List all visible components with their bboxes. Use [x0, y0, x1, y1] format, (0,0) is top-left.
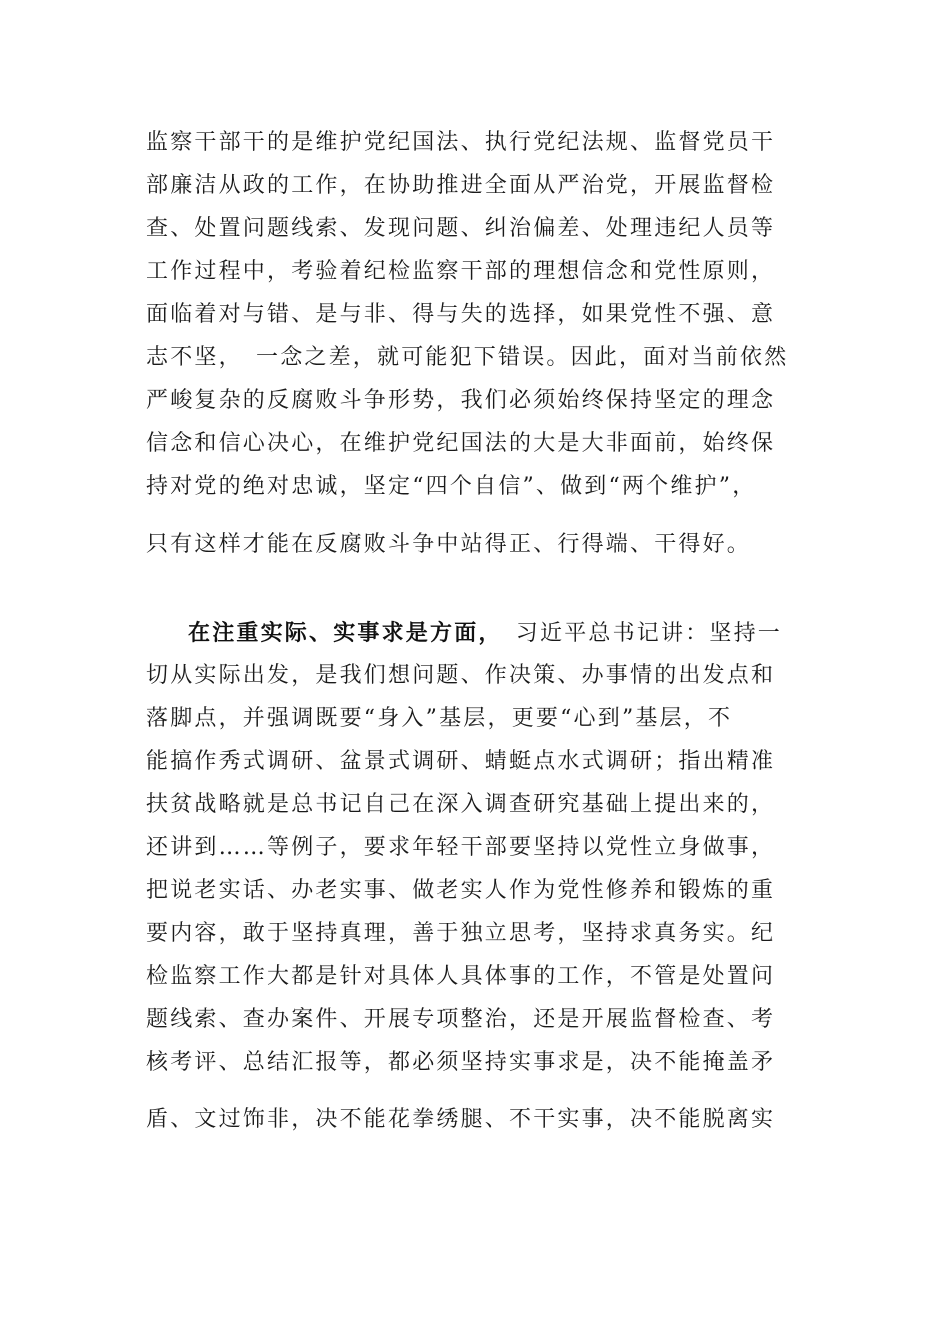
paragraph-2-line-6: 还讲到……等例子，要求年轻干部要坚持以党性立身做事， [146, 835, 776, 860]
section-heading: 在注重实际、实事求是方面， [188, 620, 492, 646]
paragraph-2-line-8: 要内容，敢于坚持真理，善于独立思考，坚持求真务实。纪 [146, 921, 776, 946]
paragraph-2-line-7: 把说老实话、办老实事、做老实人作为党性修养和锻炼的重 [146, 878, 776, 903]
paragraph-1-line-6: 志不坚， 一念之差，就可能犯下错误。因此，面对当前依然 [146, 345, 789, 370]
paragraph-2-line-4: 能搞作秀式调研、盆景式调研、蜻蜓点水式调研；指出精准 [146, 749, 776, 774]
paragraph-1-line-8: 信念和信心决心，在维护党纪国法的大是大非面前，始终保 [146, 431, 776, 456]
paragraph-1-line-7: 严峻复杂的反腐败斗争形势，我们必须始终保持坚定的理念 [146, 388, 776, 413]
paragraph-2-line-1 [188, 618, 816, 648]
paragraph-1-line-4: 工作过程中，考验着纪检监察干部的理想信念和党性原则， [146, 259, 776, 284]
paragraph-2-line-12: 盾、文过饰非，决不能花拳绣腿、不干实事，决不能脱离实 [146, 1107, 776, 1132]
paragraph-2-line-2: 切从实际出发，是我们想问题、作决策、办事情的出发点和 [146, 663, 776, 688]
paragraph-1-line-9: 持对党的绝对忠诚，坚定“四个自信”、做到“两个维护”， [146, 474, 757, 499]
paragraph-2-line-9: 检监察工作大都是针对具体人具体事的工作，不管是处置问 [146, 964, 776, 989]
paragraph-2-line-5: 扶贫战略就是总书记自己在深入调查研究基础上提出来的， [146, 792, 776, 817]
paragraph-1-line-5: 面临着对与错、是与非、得与失的选择，如果党性不强、意 [146, 302, 776, 327]
paragraph-1-line-1: 监察干部干的是维护党纪国法、执行党纪法规、监督党员干 [146, 130, 776, 155]
paragraph-1-line-2: 部廉洁从政的工作，在协助推进全面从严治党，开展监督检 [146, 173, 776, 198]
paragraph-2-line-1-rest: 习近平总书记讲：坚持一 [491, 621, 783, 646]
paragraph-1-line-10: 只有这样才能在反腐败斗争中站得正、行得端、干得好。 [146, 532, 752, 557]
paragraph-2-line-11: 核考评、总结汇报等，都必须坚持实事求是，决不能掩盖矛 [146, 1050, 776, 1075]
paragraph-2-line-3: 落脚点，并强调既要“身入”基层，更要“心到”基层，不 [146, 706, 733, 731]
paragraph-1-line-3: 查、处置问题线索、发现问题、纠治偏差、处理违纪人员等 [146, 216, 776, 241]
paragraph-2-line-10: 题线索、查办案件、开展专项整治，还是开展监督检查、考 [146, 1007, 776, 1032]
